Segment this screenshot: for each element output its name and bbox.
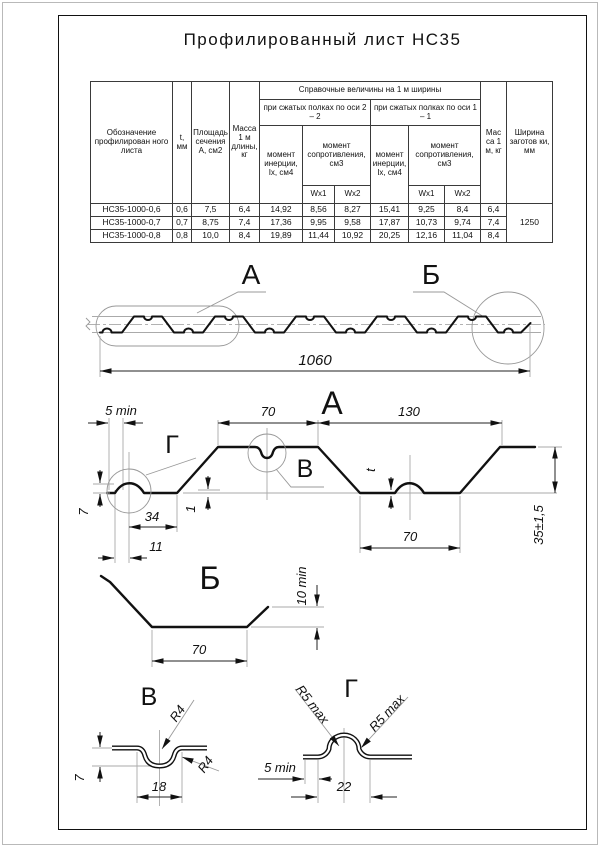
dim-label-5min: 5 min <box>264 760 296 775</box>
col-header-inertia22: момент инерции, Iх, см4 <box>260 126 303 204</box>
dim-label-70-top: 70 <box>260 404 276 419</box>
col-header-inertia11: момент инерции, Iх, см4 <box>371 126 409 204</box>
col-header-wx2-a: Wх2 <box>335 186 371 204</box>
dim-label-70: 70 <box>191 642 207 657</box>
detail-b-title: Б <box>199 560 221 596</box>
detail-g-profile <box>303 735 412 757</box>
col-header-reference-span: Справочные величины на 1 м ширины <box>260 82 481 100</box>
spec-table <box>90 81 553 243</box>
radius-label-r4: R4 <box>166 702 189 725</box>
col-header-mass: Масса 1 м длины, кг <box>230 82 260 204</box>
col-header-resistance22: момент сопротивления, см3 <box>303 126 371 186</box>
cell-designation: НС35-1000-0,8 <box>91 230 173 243</box>
callout-label-g: Г <box>165 431 179 459</box>
col-header-wx1-b: Wх1 <box>409 186 445 204</box>
dim-label-1: 1 <box>183 505 198 513</box>
detail-a-title: А <box>321 385 343 421</box>
detail-b-view <box>101 560 324 667</box>
col-header-axis22: при сжатых полках по оси 2 – 2 <box>260 100 371 126</box>
detail-g-title: Г <box>344 675 358 703</box>
col-header-wx1-a: Wх1 <box>303 186 335 204</box>
cell-designation: НС35-1000-0,6 <box>91 204 173 217</box>
dim-label-35: 35±1,5 <box>531 505 546 545</box>
radius-label-r4: R4 <box>194 753 217 776</box>
col-header-blank-width: Ширина заготов ки, мм <box>507 82 553 204</box>
dim-label-10min: 10 min <box>294 566 309 606</box>
radius-label-r5: R5 max <box>365 691 408 735</box>
dim-label-11: 11 <box>149 539 163 554</box>
detail-g-view <box>258 675 412 803</box>
detail-a-callout-oval <box>96 306 239 346</box>
table-row: НС35-1000-0,6 0,6 7,5 6,4 14,92 8,56 8,27 15,41 9,25 8,4 6,4 1250 <box>91 204 553 217</box>
col-header-resistance11: момент сопротивления, см3 <box>409 126 481 186</box>
callout-label-v: В <box>296 455 314 483</box>
profile-drawing <box>58 248 587 830</box>
table-row: НС35-1000-0,8 0,8 10,0 8,4 19,89 11,44 10,92 20,25 12,16 11,04 8,4 <box>91 230 553 243</box>
detail-v-view <box>72 683 219 806</box>
dim-label-7: 7 <box>76 508 91 516</box>
col-header-mass2: Мас са 1 м, кг <box>481 82 507 204</box>
cell-designation: НС35-1000-0,7 <box>91 217 173 230</box>
callout-label-b: Б <box>421 259 441 290</box>
detail-a-view <box>76 385 562 563</box>
cell-blank-width: 1250 <box>507 204 553 243</box>
callout-label-a: А <box>241 259 261 290</box>
col-header-wx2-b: Wх2 <box>445 186 481 204</box>
dim-label-130: 130 <box>398 404 420 419</box>
col-header-thickness: t, мм <box>173 82 192 204</box>
radius-label-r5: R5 max <box>292 681 333 727</box>
dim-label-70-bottom: 70 <box>402 529 418 544</box>
leader-g <box>146 458 196 475</box>
break-mark <box>86 318 90 330</box>
dim-label-1060: 1060 <box>298 352 332 369</box>
dim-label-7: 7 <box>72 774 87 782</box>
leader-b <box>413 292 484 317</box>
dim-label-18: 18 <box>151 779 167 794</box>
dim-label-5min: 5 min <box>105 403 137 418</box>
dim-label-t: t <box>363 468 378 472</box>
dim-label-22: 22 <box>336 779 352 794</box>
detail-b-profile <box>101 576 268 627</box>
dim-label-34: 34 <box>144 509 160 524</box>
col-header-area: Площадь сечения А, см2 <box>192 82 230 204</box>
col-header-axis11: при сжатых полках по оси 1 – 1 <box>371 100 481 126</box>
detail-v-title: В <box>140 683 158 711</box>
col-header-designation: Обозначение профилирован ного листа <box>91 82 173 204</box>
drawing-title: Профилированный лист НС35 <box>183 30 462 49</box>
table-row: НС35-1000-0,7 0,7 8,75 7,4 17,36 9,95 9,58 17,87 10,73 9,74 7,4 <box>91 217 553 230</box>
overall-view <box>86 259 545 377</box>
